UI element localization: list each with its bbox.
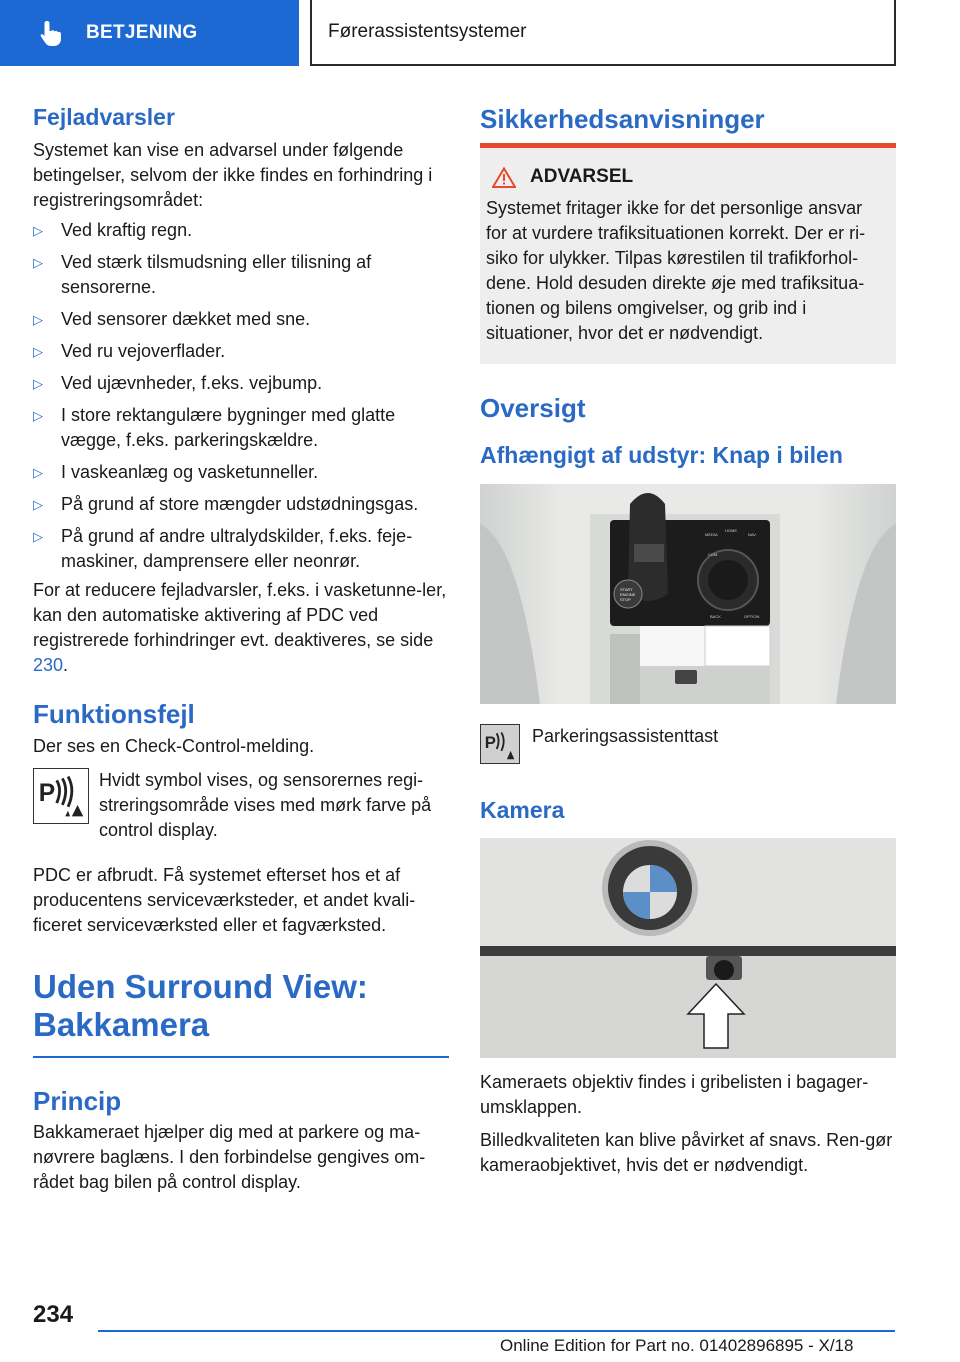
parking-button-caption: Parkeringsassistenttast [532, 726, 719, 746]
console-stop-label: STOP [620, 597, 631, 602]
list-item: ▷ Ved ru vejoverflader. [33, 339, 449, 364]
section-divider [33, 1056, 449, 1058]
kamera-text-2: Billedkvaliteten kan blive påvirket af snavs. Ren-gør kameraobjektivet, hvis det er nødvendigt. [480, 1130, 893, 1175]
heading-fejladvarsler: Fejladvarsler [33, 104, 175, 130]
warning-box [480, 148, 896, 364]
console-nav-label: NAV [748, 532, 756, 537]
console-media-label: MEDIA [705, 532, 718, 537]
fejl-intro: Systemet kan vise en advarsel under følgende betingelser, selvom der ikke findes en forhindring i registreringsområdet: [33, 140, 433, 210]
heading-uden-surround-view [33, 968, 449, 1044]
section-tab[interactable] [0, 0, 299, 66]
fejl-list [33, 218, 449, 574]
fejl-outro-dot: . [63, 655, 69, 675]
console-photo [480, 484, 896, 704]
list-item: ▷ Ved kraftig regn. [33, 218, 449, 243]
funk-outro: PDC er afbrudt. Få systemet efterset hos et af producentens serviceværksteder, et andet kvali-ficeret serviceværksted eller et fagværksted. [33, 865, 416, 935]
camera-photo [480, 838, 896, 1058]
pdc-symbol-text: Hvidt symbol vises, og sensorernes regi-streringsområde vises med mørk farve på control display. [99, 770, 432, 840]
list-item: ▷ I store rektangulære bygninger med glatte vægge, f.eks. parkeringskældre. [33, 403, 449, 453]
chapter-header [310, 0, 896, 66]
heading-princip: Princip [33, 1086, 122, 1116]
parking-button-row [480, 724, 896, 764]
console-engine-label: ENGINE [620, 592, 636, 597]
list-item: ▷ På grund af andre ultralydskilder, f.eks. feje-maskiner, damprensere eller neonrør. [33, 524, 449, 574]
heading-kamera: Kamera [480, 797, 565, 823]
console-back-label: BACK [710, 614, 721, 619]
list-item: ▷ Ved stærk tilsmudsning eller tilisning af sensorerne. [33, 250, 449, 300]
funk-line: Der ses en Check-Control-melding. [33, 736, 315, 756]
footer-rule [98, 1330, 895, 1332]
warning-text: Systemet fritager ikke for det personlige ansvar for at vurdere trafiksituationen korrekt. Der er ri-siko for ulykker. Tilpas kørestilen til trafikforhol-dene. Hold desuden direkte øje med trafiksitua-tionen og bilens omgivelser, og grib ind i situationer, hvor det er nødvendigt. [486, 198, 866, 343]
heading-funktionsfejl: Funktionsfejl [33, 699, 195, 729]
pdc-symbol-icon [33, 768, 89, 824]
heading-uden-line2: Bakkamera [33, 1006, 210, 1043]
left-column [33, 100, 449, 1195]
heading-oversigt: Oversigt [480, 393, 586, 423]
page-link-230[interactable]: 230 [33, 655, 64, 675]
heading-afhaengigt: Afhængigt af udstyr: Knap i bilen [480, 442, 843, 468]
parking-assistant-icon [480, 724, 520, 764]
list-item: ▷ Ved sensorer dækket med sne. [33, 307, 449, 332]
princip-text: Bakkameraet hjælper dig med at parkere og ma-nøvrere baglæns. I den forbindelse gengives om-rådet bag bilen på control display. [33, 1122, 426, 1192]
fejl-outro [33, 578, 449, 678]
warning-title [492, 166, 888, 188]
list-item: ▷ Ved ujævnheder, f.eks. vejbump. [33, 371, 449, 396]
console-home-label: HOME [725, 528, 737, 533]
right-column [480, 100, 896, 1178]
heading-sikkerhedsanvisninger: Sikkerhedsanvisninger [480, 104, 765, 134]
svg-text:P: P [38, 780, 56, 808]
page-number: 234 [33, 1301, 74, 1328]
warning-label: ADVARSEL [530, 166, 634, 187]
list-item: ▷ I vaskeanlæg og vasketunneller. [33, 460, 449, 485]
kamera-text-1: Kameraets objektiv findes i gribelisten i bagager-umsklappen. [480, 1072, 869, 1117]
heading-uden-line1: Uden Surround View: [33, 968, 368, 1005]
fejl-outro-text: For at reducere fejladvarsler, f.eks. i vasketunne-ler, kan den automatiske aktivering af PDC ved registrerede forhindringer evt. deaktiveres, se side [33, 580, 447, 650]
list-item: ▷ På grund af store mængder udstødningsgas. [33, 492, 449, 517]
section-label: BETJENING [86, 22, 198, 43]
console-option-label: OPTION [744, 614, 760, 619]
console-start-label: START [620, 587, 633, 592]
chapter-title: Førerassistentsystemer [328, 21, 527, 42]
console-com-label: COM [708, 552, 718, 557]
warning-triangle-icon [492, 167, 516, 188]
footer-edition: Online Edition for Part no. 01402896895 - X/18 [500, 1336, 854, 1355]
svg-text:P: P [484, 733, 496, 753]
pdc-symbol-row [33, 768, 449, 843]
hand-pointer-icon [36, 18, 66, 48]
